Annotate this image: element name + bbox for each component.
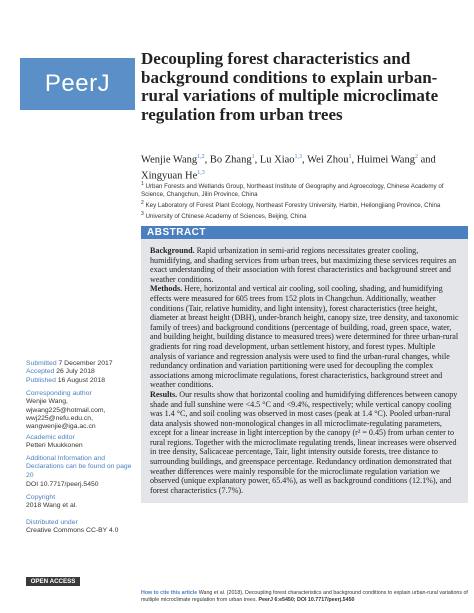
copyright-block [26, 494, 138, 511]
dates-block [26, 360, 138, 385]
author-name[interactable]: Wenjie Wang [141, 154, 198, 166]
affiliation-num: 3 [141, 211, 144, 218]
license-link[interactable]: Creative Commons CC-BY 4.0 [26, 527, 119, 535]
methods-label: Methods. [150, 284, 183, 294]
abstract-header [141, 226, 468, 239]
license-block [26, 519, 138, 536]
published-row [26, 377, 138, 385]
open-access-badge: OPEN ACCESS [26, 577, 80, 586]
submitted-row [26, 360, 138, 368]
results-text: Our results show that horizontal cooling and humidifying differences between canopy shade and full sunshine were <4.5 °C and <9.4%, respectively; while vertical canopy cooling was 1.4 °C, and soil cooling was observed in most cases (peak at 1.4 °C). Pooled urban-rural data analysis showed non-monological changes in all microclimate-regulating parameters, except for a linear increase in light interception by the canopy (r² = 0.45) from urban center to rural regions. Together with the microclimate regulating trends, linear increases were observed in tree density, Salicaceae percentage, Tair, light intensity outside forests, tree distance to surrounding buildings, and greenspace percentage. Redundancy ordination demonstrated that weather differences were mainly responsible for the microclimate regulation variation we observed (unique explanatory power, 65.4%), as well as background conditions (12.1%), and forest characteristics (7.7%). [150, 389, 458, 495]
author-separator: , [254, 154, 260, 166]
email-link[interactable]: wjwang225@hotmail.com, [26, 406, 106, 414]
affiliation-item [141, 210, 466, 221]
copyright-text: 2018 Wang et al. [26, 502, 78, 510]
published-date: 16 August 2018 [57, 376, 105, 384]
author-list [141, 151, 461, 183]
submitted-label: Submitted [26, 360, 57, 367]
author-affil-sup: 1,3 [294, 154, 303, 160]
citation-text: Wang et al. (2018), Decoupling forest characteristics and background conditions to explain urban-rural variations of multiple microclimate regulation from urban trees. [141, 590, 468, 603]
methods-text: Here, horizontal and vertical air cooling, soil cooling, shading, and humidifying effects were measured for 605 trees from 152 plots in Changchun. Additionally, weather conditions (Tair, relative humidity, and light intensity), forest characteristics (tree height, diameter at breast height (DBH), under-branch height, canopy size, tree density, and taxonomic family of trees) and background conditions (percentage of building, road, green space, water, and building height, building distance to measured trees) were determined for three urban-rural gradients for ring road development, urban settlement history, and forest types. Multiple analysis of variance and regression analysis were used to find the urban-rural changes, while redundancy ordination and variation partitioning were used for decoupling the complex associations among microclimate regulations, forest characteristics, background street and weather conditions. [150, 284, 459, 390]
published-label: Published [26, 376, 56, 384]
author-affil-sup: 1 [251, 154, 255, 160]
affiliation-num: 1 [141, 181, 144, 187]
affiliation-item [141, 180, 466, 199]
corresponding-name: Wenjie Wang, [26, 398, 68, 406]
copyright-label: Copyright [26, 494, 56, 501]
abstract-background [150, 246, 461, 284]
author-affil-sup: 1,2 [197, 154, 205, 160]
author-name[interactable]: Lu Xiao [259, 154, 295, 166]
distributed-label: Distributed under [26, 519, 78, 526]
email-link[interactable]: wwj225@nefu.edu.cn, [26, 414, 93, 422]
corresponding-label: Corresponding author [26, 390, 92, 397]
doi-link[interactable]: DOI 10.7717/peerj.5450 [26, 481, 99, 488]
editor-block [26, 434, 138, 451]
background-label: Background. [150, 246, 195, 255]
author-affil-sup: 2 [414, 154, 418, 160]
abstract-methods [150, 284, 461, 390]
abstract-results [150, 390, 461, 496]
results-label: Results. [150, 389, 178, 399]
doi-block [26, 481, 138, 489]
background-text: Rapid urbanization in semi-arid regions necessitates greater cooling, humidifying, and shading services from urban trees, but maximizing these services requires an exact understanding of their association with forest characteristics and background street and weather conditions. [150, 246, 457, 284]
author-affil-sup: 1,3 [197, 170, 205, 176]
additional-info [26, 455, 138, 480]
submitted-date: 7 December 2017 [58, 360, 113, 367]
author-separator: , [302, 154, 308, 166]
additional-info-link[interactable]: Additional Information and Declarations can be found on page 20 [26, 455, 132, 479]
affiliation-item [141, 199, 466, 210]
author-name[interactable]: Xingyuan He [141, 170, 198, 182]
abstract-heading: ABSTRACT [147, 227, 206, 238]
author-separator: , [351, 154, 357, 166]
affiliations [141, 180, 466, 221]
author-separator: , [204, 154, 210, 166]
affiliation-text: Key Laboratory of Forest Plant Ecology, Northeast Forestry University, Harbin, Heilongjiang Province, China [145, 202, 441, 210]
editor-name: Petteri Muukkonen [26, 442, 83, 450]
affiliation-text: Urban Forests and Wetlands Group, Northeast Institute of Geography and Agroecology, Chinese Academy of Science, Changchun, Jilin Province, China [141, 183, 444, 199]
accepted-label: Accepted [26, 368, 55, 376]
author-separator: and [417, 154, 436, 166]
author-affil-sup: 1 [348, 154, 352, 160]
author-name[interactable]: Huimei Wang [356, 154, 415, 166]
corresponding-block [26, 390, 138, 431]
peerj-logo [20, 58, 135, 110]
editor-label: Academic editor [26, 434, 75, 441]
author-name[interactable]: Wei Zhou [307, 154, 349, 166]
affiliation-text: University of Chinese Academy of Sciences, Beijing, China [145, 213, 307, 221]
email-link[interactable]: wangwenjie@iga.ac.cn [26, 423, 96, 431]
accepted-row [26, 368, 138, 376]
affiliation-num: 2 [141, 200, 144, 207]
author-name[interactable]: Bo Zhang [209, 154, 252, 166]
citation-label: How to cite this article [141, 590, 198, 596]
citation-block [141, 590, 468, 604]
logo-text: PeerJ [44, 70, 111, 97]
citation-journal-ref[interactable]: PeerJ 6:e5450; DOI 10.7717/peerj.5450 [258, 596, 355, 603]
article-title: Decoupling forest characteristics and background conditions to explain urban-rural variations of multiple microclimate regulation from urban trees [141, 49, 439, 124]
abstract-text [150, 246, 461, 495]
accepted-date: 26 July 2018 [56, 368, 95, 376]
